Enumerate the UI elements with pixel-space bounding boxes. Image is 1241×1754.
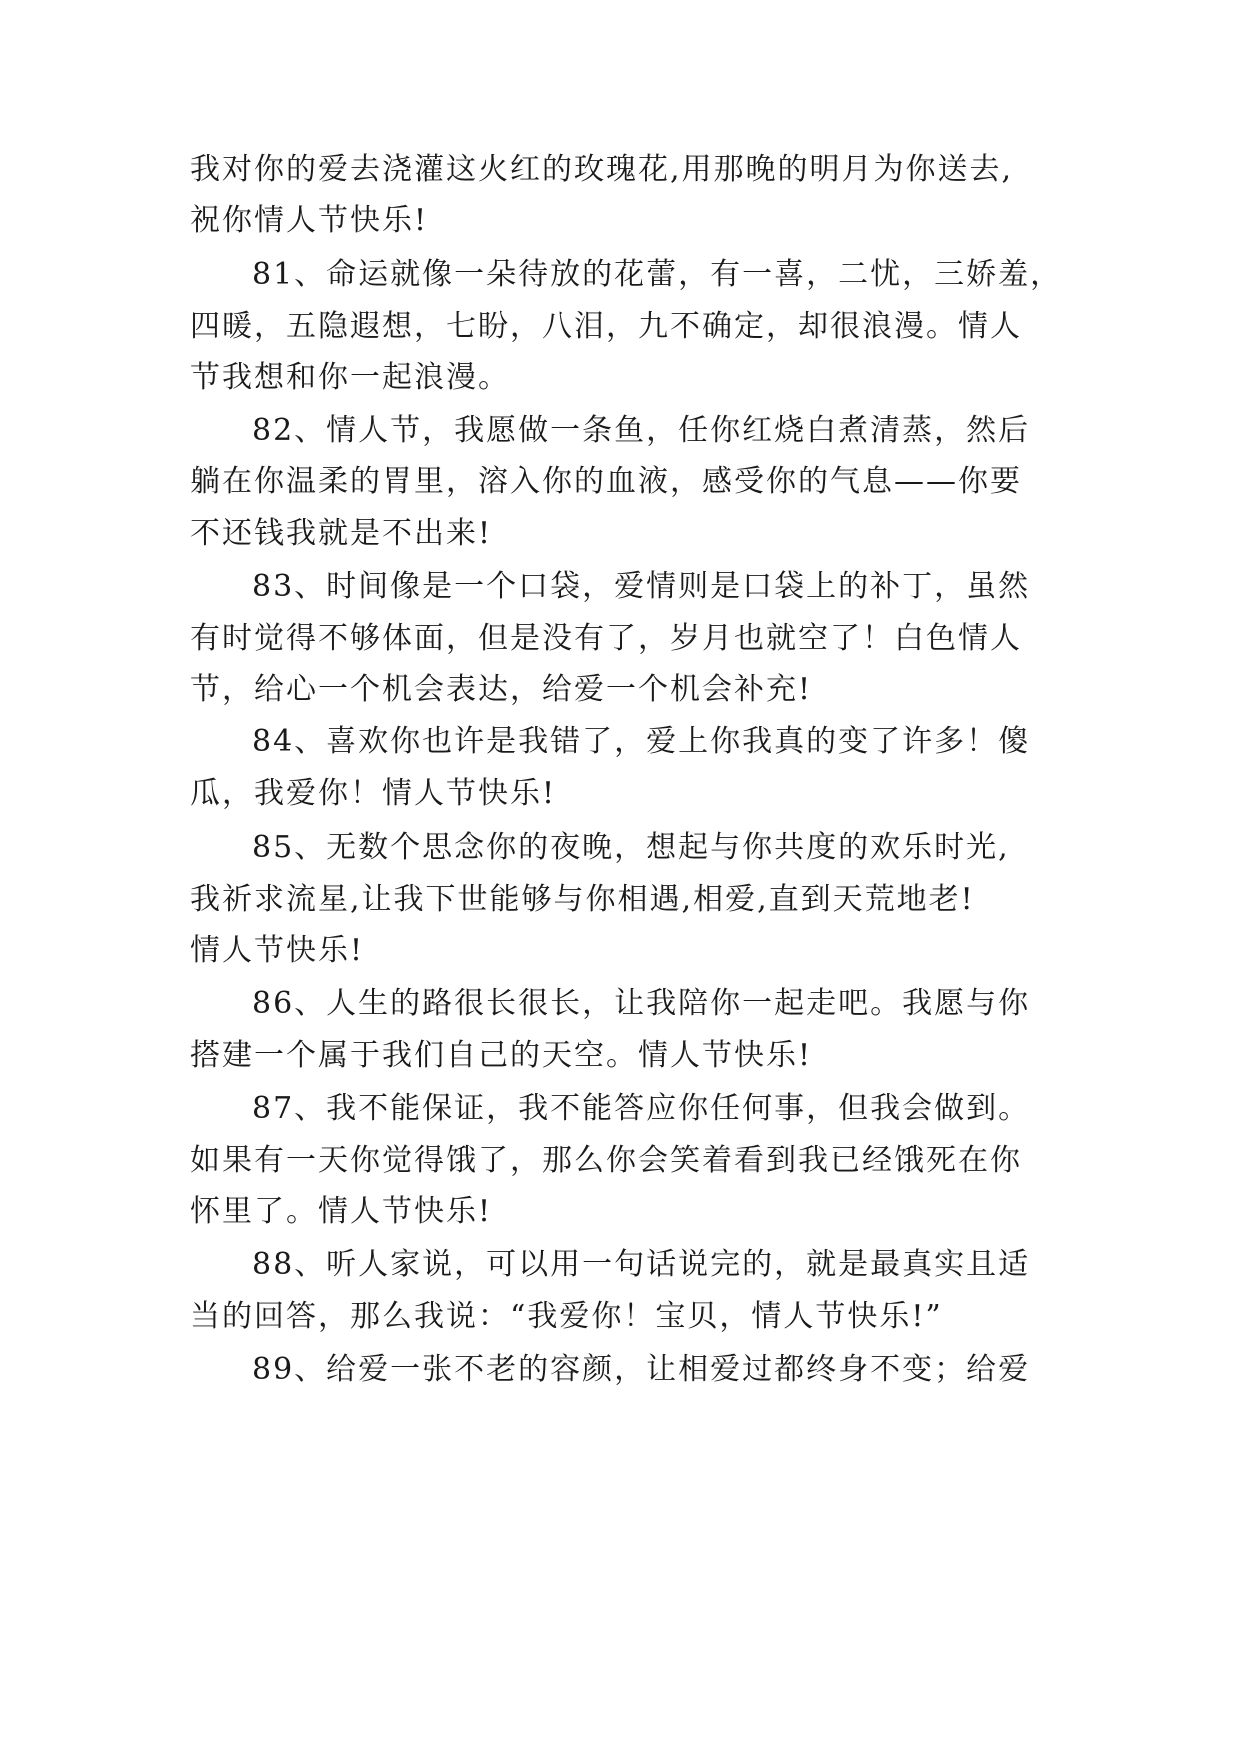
paragraph-89-first-line: 89、给爱一张不老的容颜，让相爱过都终身不变；给爱 xyxy=(252,1352,1031,1387)
text-line: 搭建一个属于我们自己的天空。情人节快乐! xyxy=(190,1038,813,1073)
paragraph-84-first-line: 84、喜欢你也许是我错了，爱上你我真的变了许多！傻 xyxy=(252,724,1031,759)
text-line: 怀里了。情人节快乐! xyxy=(190,1194,493,1229)
paragraph-86-first-line: 86、人生的路很长很长，让我陪你一起走吧。我愿与你 xyxy=(252,986,1031,1021)
text-line: 情人节快乐! xyxy=(190,933,365,968)
paragraph-88-first-line: 88、听人家说，可以用一句话说完的，就是最真实且适 xyxy=(252,1247,1031,1282)
text-line: 祝你情人节快乐! xyxy=(190,203,429,238)
paragraph-83-first-line: 83、时间像是一个口袋，爱情则是口袋上的补丁，虽然 xyxy=(252,569,1031,604)
paragraph-81-first-line: 81、命运就像一朵待放的花蕾，有一喜，二忧，三娇羞， xyxy=(252,257,1063,292)
text-line: 我对你的爱去浇灌这火红的玫瑰花,用那晚的明月为你送去, xyxy=(190,152,1014,187)
text-line: 四暖，五隐遐想，七盼，八泪，九不确定，却很浪漫。情人 xyxy=(190,309,1022,344)
text-line: 我祈求流星,让我下世能够与你相遇,相爱,直到天荒地老! xyxy=(190,882,975,917)
paragraph-85-first-line: 85、无数个思念你的夜晚，想起与你共度的欢乐时光, xyxy=(252,830,1010,865)
text-line: 瓜，我爱你！情人节快乐! xyxy=(190,776,557,811)
paragraph-82-first-line: 82、情人节，我愿做一条鱼，任你红烧白煮清蒸，然后 xyxy=(252,413,1031,448)
text-line: 节，给心一个机会表达，给爱一个机会补充! xyxy=(190,672,813,707)
text-line: 不还钱我就是不出来! xyxy=(190,516,493,551)
text-line: 躺在你温柔的胃里，溶入你的血液，感受你的气息——你要 xyxy=(190,464,1022,499)
text-line: 有时觉得不够体面，但是没有了，岁月也就空了！白色情人 xyxy=(190,621,1022,656)
text-line: 当的回答，那么我说：“我爱你！宝贝，情人节快乐!” xyxy=(190,1299,943,1334)
paragraph-87-first-line: 87、我不能保证，我不能答应你任何事，但我会做到。 xyxy=(252,1091,1031,1126)
text-line: 节我想和你一起浪漫。 xyxy=(190,360,510,395)
text-line: 如果有一天你觉得饿了，那么你会笑着看到我已经饿死在你 xyxy=(190,1143,1022,1178)
